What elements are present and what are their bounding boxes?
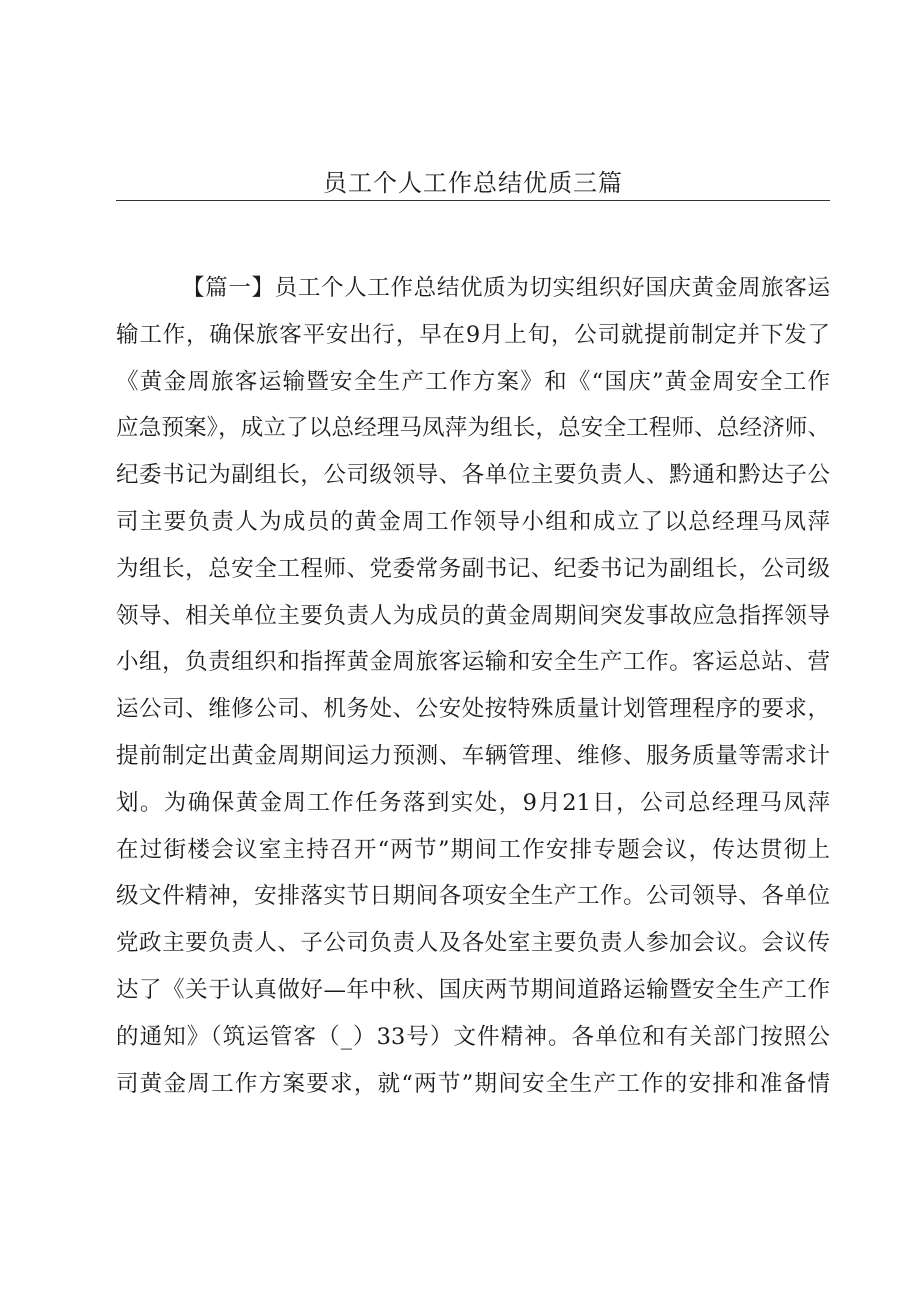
paragraph-line: 达了《关于认真做好—年中秋、国庆两节期间道路运输暨安全生产工作 [116, 976, 830, 1003]
paragraph-line: 领导、相关单位主要负责人为成员的黄金周期间突发事故应急指挥领导 [116, 602, 830, 629]
document-title: 员工个人工作总结优质三篇 [323, 169, 623, 197]
paragraph-line: 运公司、维修公司、机务处、公安处按特殊质量计划管理程序的要求， [116, 696, 830, 723]
paragraph-line: 在过街楼会议室主持召开“两节”期间工作安排专题会议，传达贯彻上 [116, 836, 830, 863]
paragraph-line: 党政主要负责人、子公司负责人及各处室主要负责人参加会议。会议传 [116, 930, 830, 957]
paragraph-line: 司黄金周工作方案要求，就“两节”期间安全生产工作的安排和准备情 [116, 1070, 830, 1097]
body-paragraph [116, 265, 830, 1107]
paragraph-line: 司主要负责人为成员的黄金周工作领导小组和成立了以总经理马凤萍 [116, 508, 830, 535]
paragraph-line: 提前制定出黄金周期间运力预测、车辆管理、维修、服务质量等需求计 [116, 742, 830, 769]
paragraph-line: 纪委书记为副组长，公司级领导、各单位主要负责人、黔通和黔达子公 [116, 462, 830, 489]
paragraph-line: 《黄金周旅客运输暨安全生产工作方案》和《“国庆”黄金周安全工作 [116, 368, 830, 395]
paragraph-line: 为组长，总安全工程师、党委常务副书记、纪委书记为副组长，公司级 [116, 555, 830, 582]
paragraph-line: 的通知》（筑运管客（_）33号）文件精神。各单位和有关部门按照公 [116, 1023, 830, 1050]
paragraph-line: 输工作，确保旅客平安出行，早在9月上旬，公司就提前制定并下发了 [116, 321, 830, 348]
title-underline [116, 200, 830, 201]
paragraph-line: 级文件精神，安排落实节日期间各项安全生产工作。公司领导、各单位 [116, 883, 830, 910]
paragraph-line: 划。为确保黄金周工作任务落到实处，9月21日，公司总经理马凤萍 [116, 789, 830, 816]
paragraph-line: 【篇一】员工个人工作总结优质为切实组织好国庆黄金周旅客运 [182, 275, 830, 301]
paragraph-line: 小组，负责组织和指挥黄金周旅客运输和安全生产工作。客运总站、营 [116, 649, 830, 676]
paragraph-line: 应急预案》，成立了以总经理马凤萍为组长，总安全工程师、总经济师、 [116, 415, 830, 442]
